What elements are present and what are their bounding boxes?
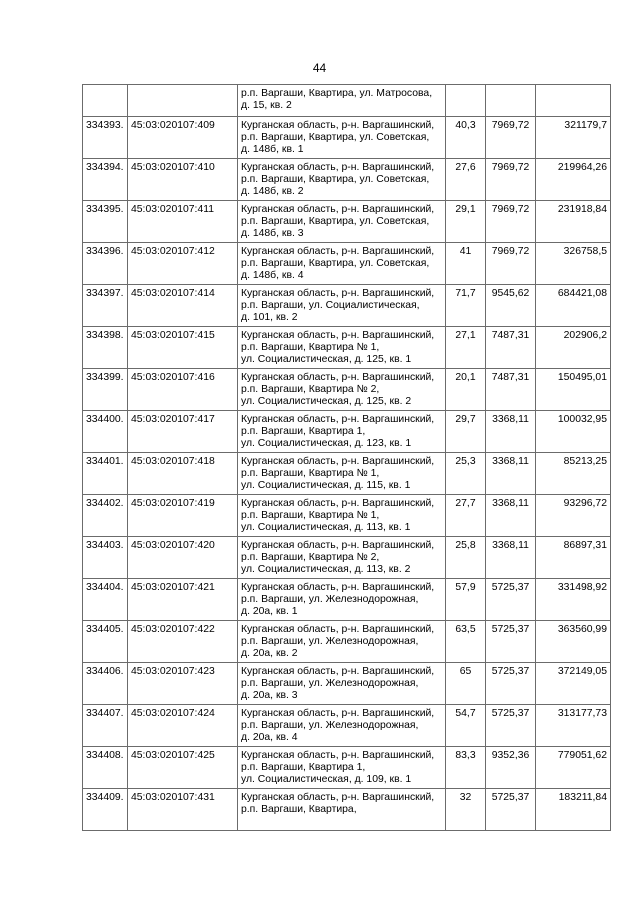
cell-area: 71,7 [446, 285, 486, 327]
cell-rate [486, 85, 536, 117]
cell-cadastral: 45:03:020107:419 [128, 495, 238, 537]
cell-cadastral: 45:03:020107:421 [128, 579, 238, 621]
address-line: ул. Социалистическая, д. 109, кв. 1 [241, 774, 412, 786]
cell-address [238, 285, 446, 327]
cell-number [83, 85, 128, 117]
address-line: р.п. Варгаши, Квартира № 1, [241, 510, 380, 522]
cell-value: 331498,92 [536, 579, 611, 621]
table-row [83, 663, 611, 705]
cell-number: 334399. [83, 369, 128, 411]
cell-number: 334397. [83, 285, 128, 327]
cell-rate: 7487,31 [486, 369, 536, 411]
address-line: Курганская область, р-н. Варгашинский, [241, 288, 435, 299]
table-row [83, 411, 611, 453]
cell-address [238, 159, 446, 201]
address-line: Курганская область, р-н. Варгашинский, [241, 204, 435, 215]
address-line: Курганская область, р-н. Варгашинский, [241, 246, 435, 257]
address-line: Курганская область, р-н. Варгашинский, [241, 498, 435, 509]
cell-area: 63,5 [446, 621, 486, 663]
cell-number: 334401. [83, 453, 128, 495]
address-line: р.п. Варгаши, Квартира, ул. Советская, [241, 258, 430, 270]
cell-address [238, 243, 446, 285]
address-line: Курганская область, р-н. Варгашинский, [241, 540, 435, 551]
cell-address [238, 537, 446, 579]
address-line: р.п. Варгаши, Квартира 1, [241, 426, 366, 438]
address-line: ул. Социалистическая, д. 123, кв. 1 [241, 438, 412, 450]
cell-address [238, 579, 446, 621]
cell-address [238, 201, 446, 243]
cell-address [238, 327, 446, 369]
address-line: ул. Социалистическая, д. 125, кв. 1 [241, 354, 412, 366]
cell-rate: 7969,72 [486, 243, 536, 285]
cell-number: 334398. [83, 327, 128, 369]
address-line: Курганская область, р-н. Варгашинский, [241, 456, 435, 467]
address-line: р.п. Варгаши, ул. Железнодорожная, [241, 678, 419, 690]
cell-area: 29,1 [446, 201, 486, 243]
table-row [83, 453, 611, 495]
cell-area: 54,7 [446, 705, 486, 747]
cell-number: 334393. [83, 117, 128, 159]
address-line: р.п. Варгаши, ул. Социалистическая, [241, 300, 420, 312]
address-line: р.п. Варгаши, ул. Железнодорожная, [241, 636, 419, 648]
cell-value: 363560,99 [536, 621, 611, 663]
cell-cadastral: 45:03:020107:411 [128, 201, 238, 243]
cell-area: 40,3 [446, 117, 486, 159]
cell-number: 334404. [83, 579, 128, 621]
cell-cadastral: 45:03:020107:423 [128, 663, 238, 705]
cell-value [536, 85, 611, 117]
cell-area: 27,6 [446, 159, 486, 201]
cell-number: 334402. [83, 495, 128, 537]
cell-number: 334409. [83, 789, 128, 831]
cell-value: 86897,31 [536, 537, 611, 579]
table-row [83, 285, 611, 327]
cell-address [238, 411, 446, 453]
cell-area: 83,3 [446, 747, 486, 789]
address-line: д. 101, кв. 2 [241, 312, 298, 324]
cell-address [238, 453, 446, 495]
address-line: Курганская область, р-н. Варгашинский, [241, 582, 435, 593]
address-line: Курганская область, р-н. Варгашинский, [241, 792, 435, 803]
cell-address [238, 789, 446, 831]
property-table [82, 84, 611, 831]
address-line: Курганская область, р-н. Варгашинский, [241, 330, 435, 341]
address-line: д. 20а, кв. 1 [241, 606, 298, 618]
cell-cadastral: 45:03:020107:412 [128, 243, 238, 285]
cell-rate: 7969,72 [486, 201, 536, 243]
address-line: р.п. Варгаши, ул. Железнодорожная, [241, 720, 419, 732]
cell-area: 27,7 [446, 495, 486, 537]
table-row [83, 117, 611, 159]
cell-address [238, 369, 446, 411]
address-line: ул. Социалистическая, д. 115, кв. 1 [241, 480, 411, 492]
address-line: р.п. Варгаши, Квартира, [241, 804, 357, 816]
address-line: д. 20а, кв. 4 [241, 732, 298, 744]
cell-number: 334408. [83, 747, 128, 789]
cell-area: 20,1 [446, 369, 486, 411]
cell-address [238, 495, 446, 537]
address-line: Курганская область, р-н. Варгашинский, [241, 750, 435, 761]
cell-area: 25,8 [446, 537, 486, 579]
address-line: р.п. Варгаши, Квартира № 2, [241, 552, 380, 564]
cell-cadastral: 45:03:020107:415 [128, 327, 238, 369]
cell-area: 27,1 [446, 327, 486, 369]
cell-value: 684421,08 [536, 285, 611, 327]
cell-value: 100032,95 [536, 411, 611, 453]
cell-rate: 5725,37 [486, 663, 536, 705]
cell-number: 334406. [83, 663, 128, 705]
cell-cadastral: 45:03:020107:418 [128, 453, 238, 495]
address-line: Курганская область, р-н. Варгашинский, [241, 624, 435, 635]
cell-number: 334394. [83, 159, 128, 201]
cell-value: 202906,2 [536, 327, 611, 369]
table-body [83, 85, 611, 831]
address-line: Курганская область, р-н. Варгашинский, [241, 120, 435, 131]
cell-cadastral: 45:03:020107:414 [128, 285, 238, 327]
address-line: р.п. Варгаши, Квартира, ул. Советская, [241, 174, 430, 186]
address-line: р.п. Варгаши, Квартира № 1, [241, 342, 380, 354]
table-row [83, 789, 611, 831]
cell-value: 85213,25 [536, 453, 611, 495]
address-line: д. 148б, кв. 2 [241, 186, 304, 198]
cell-number: 334396. [83, 243, 128, 285]
cell-rate: 7969,72 [486, 159, 536, 201]
cell-rate: 5725,37 [486, 579, 536, 621]
address-line: р.п. Варгаши, Квартира 1, [241, 762, 366, 774]
cell-value: 183211,84 [536, 789, 611, 831]
cell-cadastral: 45:03:020107:424 [128, 705, 238, 747]
cell-value: 313177,73 [536, 705, 611, 747]
cell-rate: 3368,11 [486, 495, 536, 537]
table-row [83, 705, 611, 747]
cell-area: 32 [446, 789, 486, 831]
cell-area: 29,7 [446, 411, 486, 453]
cell-rate: 7487,31 [486, 327, 536, 369]
cell-area: 25,3 [446, 453, 486, 495]
address-line: д. 148б, кв. 3 [241, 228, 304, 240]
table-row [83, 243, 611, 285]
cell-value: 231918,84 [536, 201, 611, 243]
cell-value: 326758,5 [536, 243, 611, 285]
table-row-continuation [83, 85, 611, 117]
table-row [83, 201, 611, 243]
cell-rate: 5725,37 [486, 621, 536, 663]
address-line: Курганская область, р-н. Варгашинский, [241, 666, 435, 677]
cell-value: 779051,62 [536, 747, 611, 789]
cell-address [238, 663, 446, 705]
address-line: д. 20а, кв. 3 [241, 690, 298, 702]
cell-number: 334395. [83, 201, 128, 243]
address-line: Курганская область, р-н. Варгашинский, [241, 414, 435, 425]
cell-number: 334400. [83, 411, 128, 453]
cell-cadastral: 45:03:020107:431 [128, 789, 238, 831]
address-line: Курганская область, р-н. Варгашинский, [241, 708, 435, 719]
table-row [83, 747, 611, 789]
cell-value: 219964,26 [536, 159, 611, 201]
cell-cadastral [128, 85, 238, 117]
cell-cadastral: 45:03:020107:420 [128, 537, 238, 579]
cell-number: 334407. [83, 705, 128, 747]
cell-cadastral: 45:03:020107:410 [128, 159, 238, 201]
table-row [83, 159, 611, 201]
cell-number: 334405. [83, 621, 128, 663]
cell-area: 57,9 [446, 579, 486, 621]
cell-number: 334403. [83, 537, 128, 579]
address-line: ул. Социалистическая, д. 113, кв. 1 [241, 522, 411, 534]
address-line: д. 148б, кв. 4 [241, 270, 304, 282]
cell-address [238, 747, 446, 789]
cell-cadastral: 45:03:020107:425 [128, 747, 238, 789]
cell-value: 321179,7 [536, 117, 611, 159]
cell-address [238, 117, 446, 159]
cell-area: 65 [446, 663, 486, 705]
address-line: д. 148б, кв. 1 [241, 144, 304, 156]
table-row [83, 495, 611, 537]
address-line: р.п. Варгаши, Квартира, ул. Советская, [241, 132, 430, 144]
cell-cadastral: 45:03:020107:422 [128, 621, 238, 663]
cell-value: 93296,72 [536, 495, 611, 537]
address-line: д. 15, кв. 2 [241, 100, 292, 112]
cell-rate: 3368,11 [486, 453, 536, 495]
table-row [83, 621, 611, 663]
cell-rate: 5725,37 [486, 789, 536, 831]
cell-area [446, 85, 486, 117]
cell-rate: 3368,11 [486, 537, 536, 579]
table-row [83, 369, 611, 411]
address-line: р.п. Варгаши, Квартира, ул. Советская, [241, 216, 430, 228]
cell-value: 372149,05 [536, 663, 611, 705]
address-line: р.п. Варгаши, ул. Железнодорожная, [241, 594, 419, 606]
address-line: д. 20а, кв. 2 [241, 648, 298, 660]
cell-address [238, 621, 446, 663]
table-row [83, 327, 611, 369]
table-row [83, 537, 611, 579]
cell-value: 150495,01 [536, 369, 611, 411]
cell-cadastral: 45:03:020107:409 [128, 117, 238, 159]
cell-cadastral: 45:03:020107:417 [128, 411, 238, 453]
table-row [83, 579, 611, 621]
cell-rate: 9545,62 [486, 285, 536, 327]
cell-cadastral: 45:03:020107:416 [128, 369, 238, 411]
address-line: ул. Социалистическая, д. 125, кв. 2 [241, 396, 412, 408]
cell-rate: 3368,11 [486, 411, 536, 453]
page-number: 44 [312, 61, 327, 75]
address-line: р.п. Варгаши, Квартира № 1, [241, 468, 380, 480]
address-line: р.п. Варгаши, Квартира № 2, [241, 384, 380, 396]
cell-rate: 7969,72 [486, 117, 536, 159]
cell-area: 41 [446, 243, 486, 285]
address-line: р.п. Варгаши, Квартира, ул. Матросова, [241, 88, 433, 99]
cell-address [238, 85, 446, 117]
cell-rate: 9352,36 [486, 747, 536, 789]
cell-address [238, 705, 446, 747]
cell-rate: 5725,37 [486, 705, 536, 747]
address-line: Курганская область, р-н. Варгашинский, [241, 372, 435, 383]
address-line: ул. Социалистическая, д. 113, кв. 2 [241, 564, 411, 576]
address-line: Курганская область, р-н. Варгашинский, [241, 162, 435, 173]
